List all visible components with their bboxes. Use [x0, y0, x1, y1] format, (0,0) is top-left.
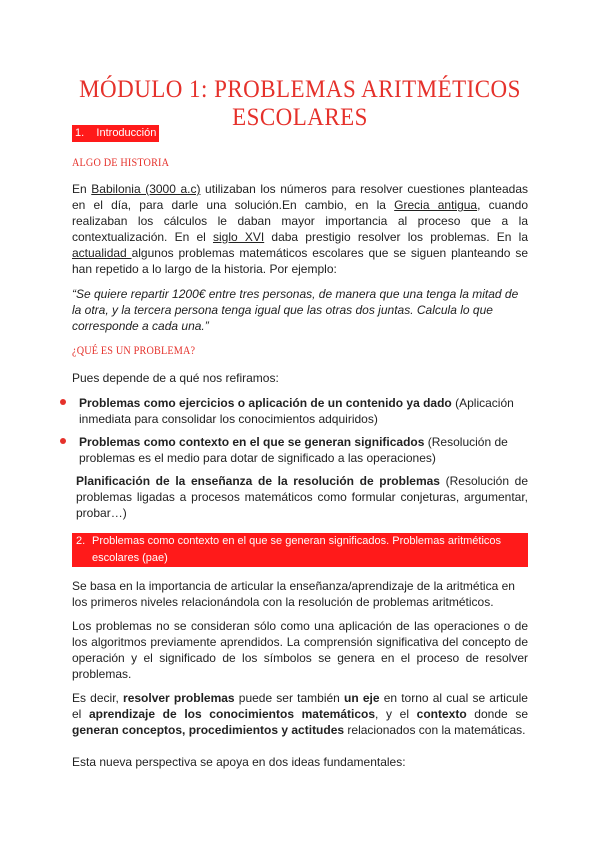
problem-intro: Pues depende de a qué nos refiramos:: [72, 371, 279, 385]
actualidad-term: actualidad: [72, 246, 132, 260]
babilonia-term: Babilonia (3000 a.c): [91, 182, 201, 196]
history-heading: ALGO DE HISTORIA: [72, 155, 170, 169]
body-paragraph-4: Esta nueva perspectiva se apoya en dos ideas fundamentales:: [72, 755, 406, 769]
text-run: Es decir,: [72, 691, 124, 705]
bold-run: un eje: [344, 691, 380, 705]
planning-bold: Planificación de la enseñanza de la resolución de problemas: [76, 474, 440, 488]
section-1-number: 1.: [75, 127, 85, 139]
body-paragraph-1: Se basa en la importancia de articular la enseñanza/aprendizaje de la aritmética en los primeros niveles relacionándola con la resolución de problemas aritméticos.: [72, 579, 515, 609]
text-run: relacionados con la matemáticas.: [344, 723, 526, 737]
history-paragraph: [72, 181, 528, 277]
section-2-number: 2.: [76, 535, 86, 547]
body-paragraph-2: Los problemas no se consideran sólo como una aplicación de las operaciones o de los algoritmos previamente aprendidos. La comprensión significativa del concepto de operación y el significado de los símbolos se genera en el proceso de resolver problemas.: [72, 619, 528, 681]
text-run: donde se: [466, 707, 528, 721]
body-paragraph-3: [72, 690, 528, 738]
page-title: MÓDULO 1: PROBLEMAS ARITMÉTICOS ESCOLARES: [79, 76, 521, 131]
text-run: puede ser también: [234, 691, 345, 705]
text-run: en torno al cual se articule el: [72, 691, 528, 721]
planning-rest: (Resolución de problemas ligadas a procesos matemáticos como formular conjeturas, argumentar, probar…): [76, 474, 528, 520]
bullet-bold: Problemas como contexto en el que se generan significados: [79, 435, 425, 449]
bold-run: generan conceptos, procedimientos y actitudes: [72, 723, 345, 737]
text-run: , cuando realizaban los cálculos le daban mayor importancia al proceso que a la contextualización. En el: [72, 198, 528, 244]
text-run: algunos problemas matemáticos escolares que se siguen planteando se han repetido a lo largo de la historia. Por ejemplo:: [72, 246, 529, 276]
bullet-item: [60, 395, 528, 427]
bullet-rest: (Resolución de problemas es el medio para dotar de significado a las operaciones): [79, 435, 508, 465]
section-1-heading: [72, 125, 159, 142]
text-run: utilizaban los números para resolver cuestiones planteadas en el día, para darle una solución.En cambio, en la: [72, 182, 529, 212]
bullet-bold: Problemas como ejercicios o aplicación de un contenido ya dado: [79, 396, 452, 410]
grecia-term: Grecia antigua: [394, 198, 478, 212]
bullet-dot: [60, 438, 66, 444]
bold-run: contexto: [416, 707, 467, 721]
bullet-rest: (Aplicación inmediata para consolidar los conocimientos adquiridos): [79, 396, 514, 426]
text-run: daba prestigio resolver los problemas. En la: [264, 230, 528, 244]
text-run: , y el: [375, 707, 417, 721]
section-2-label: Problemas como contexto en el que se generan significados. Problemas aritméticos escolares (pae): [92, 535, 502, 564]
bold-run: resolver problemas: [123, 691, 235, 705]
bold-run: aprendizaje de los conocimientos matemáticos: [89, 707, 376, 721]
bullet-dot: [60, 399, 66, 405]
example-quote: “Se quiere repartir 1200€ entre tres personas, de manera que una tenga la mitad de la otra, y la tercera persona tenga igual que las otras dos juntas. Calcula lo que corresponde a cada una.”: [72, 287, 519, 333]
problem-heading: ¿QUÉ ES UN PROBLEMA?: [72, 343, 196, 357]
text-run: En: [72, 182, 92, 196]
siglo-term: siglo XVI: [212, 230, 265, 244]
section-1-label: Introducción: [96, 127, 157, 139]
section-2-heading: [72, 533, 528, 567]
planning-paragraph: [76, 473, 528, 521]
bullet-item: [60, 434, 528, 466]
